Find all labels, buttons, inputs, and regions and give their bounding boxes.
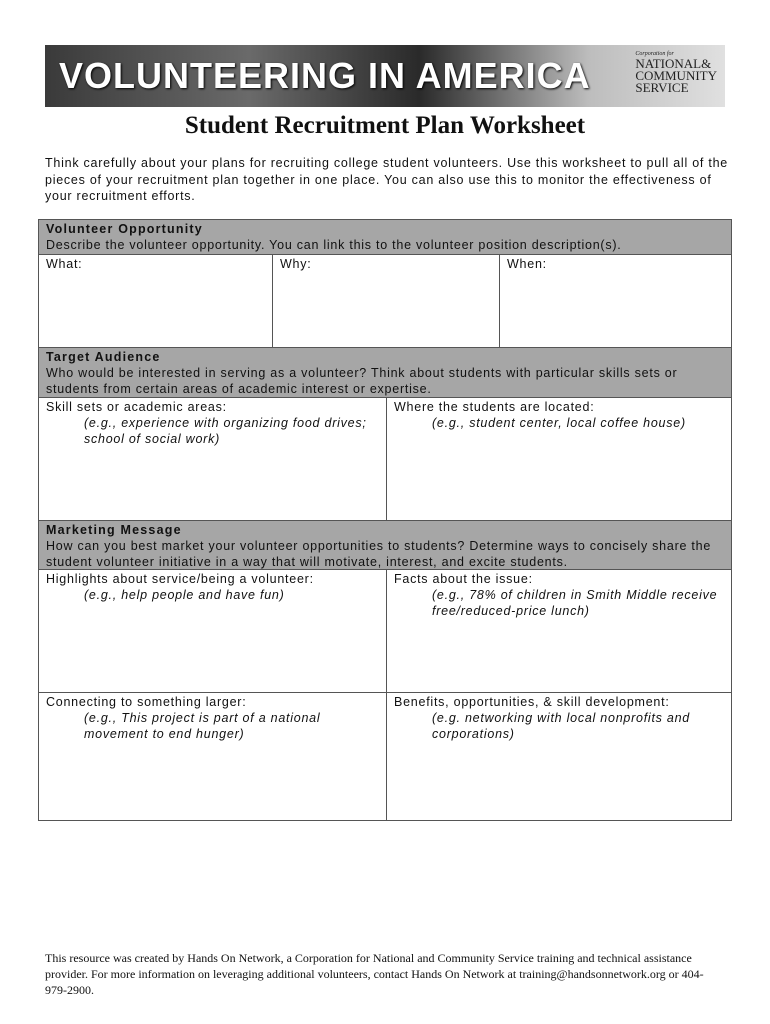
page-title: Student Recruitment Plan Worksheet (184, 112, 586, 139)
volunteer-opportunity-section (38, 219, 732, 821)
student-location-field[interactable] (386, 398, 731, 520)
section-header (39, 347, 731, 397)
section-title: Volunteer Opportunity (46, 222, 203, 236)
field-example: (e.g., 78% of children in Smith Middle receive free/reduced-price lunch) (432, 588, 718, 618)
when-field[interactable] (499, 255, 731, 347)
cncs-logo (635, 51, 717, 94)
facts-field[interactable] (386, 570, 731, 692)
connecting-larger-field[interactable] (39, 693, 386, 820)
skill-sets-field[interactable] (39, 398, 386, 520)
logo-line: SERVICE (635, 80, 689, 95)
logo-small-text: Corporation for (635, 51, 674, 57)
section-title: Target Audience (46, 350, 161, 364)
field-label: Connecting to something larger: (46, 695, 247, 709)
footer-note: This resource was created by Hands On Network, a Corporation for National and Community Service training and technical assistance provider. For more information on leveraging additional volunteers, contact Hands On Network at training@handsonnetwork.org or 404-979-2900. (45, 951, 704, 997)
field-example: (e.g., experience with organizing food drives; school of social work) (84, 416, 367, 446)
field-label: Highlights about service/being a volunteer: (46, 572, 314, 586)
field-label: What: (46, 257, 83, 271)
volunteering-in-america-banner (45, 45, 725, 107)
field-label: Where the students are located: (394, 400, 595, 414)
section-description: How can you best market your volunteer opportunities to students? Determine ways to concisely share the student volunteer initiative in a way that will motivate, interest, and excite students. (46, 539, 712, 569)
highlights-field[interactable] (39, 570, 386, 692)
field-example: (e.g., help people and have fun) (84, 588, 285, 602)
section-description: Describe the volunteer opportunity. You can link this to the volunteer position description(s). (46, 238, 622, 252)
benefits-field[interactable] (386, 693, 731, 820)
logo-line: COMMUNITY (635, 68, 717, 83)
section-description: Who would be interested in serving as a volunteer? Think about students with particular skills sets or students from certain areas of academic interest or expertise. (46, 366, 678, 396)
field-example: (e.g. networking with local nonprofits and corporations) (432, 711, 691, 741)
field-example: (e.g., This project is part of a national movement to end hunger) (84, 711, 321, 741)
section-title: Marketing Message (46, 523, 182, 537)
field-label: Why: (280, 257, 312, 271)
section-header (39, 220, 731, 254)
section-header (39, 520, 731, 569)
intro-text: Think carefully about your plans for recruiting college student volunteers. Use this worksheet to pull all of the pieces of your recruitment plan together in one place. You can also use this to monitor the effectiveness of your recruitment efforts. (45, 156, 728, 203)
field-example: (e.g., student center, local coffee house) (432, 416, 686, 430)
why-field[interactable] (272, 255, 499, 347)
logo-line: NATIONAL& (635, 56, 712, 71)
field-label: When: (507, 257, 547, 271)
banner-title: VOLUNTEERING IN AMERICA (59, 55, 591, 96)
what-field[interactable] (39, 255, 272, 347)
field-label: Skill sets or academic areas: (46, 400, 227, 414)
field-label: Benefits, opportunities, & skill development: (394, 695, 670, 709)
field-label: Facts about the issue: (394, 572, 533, 586)
